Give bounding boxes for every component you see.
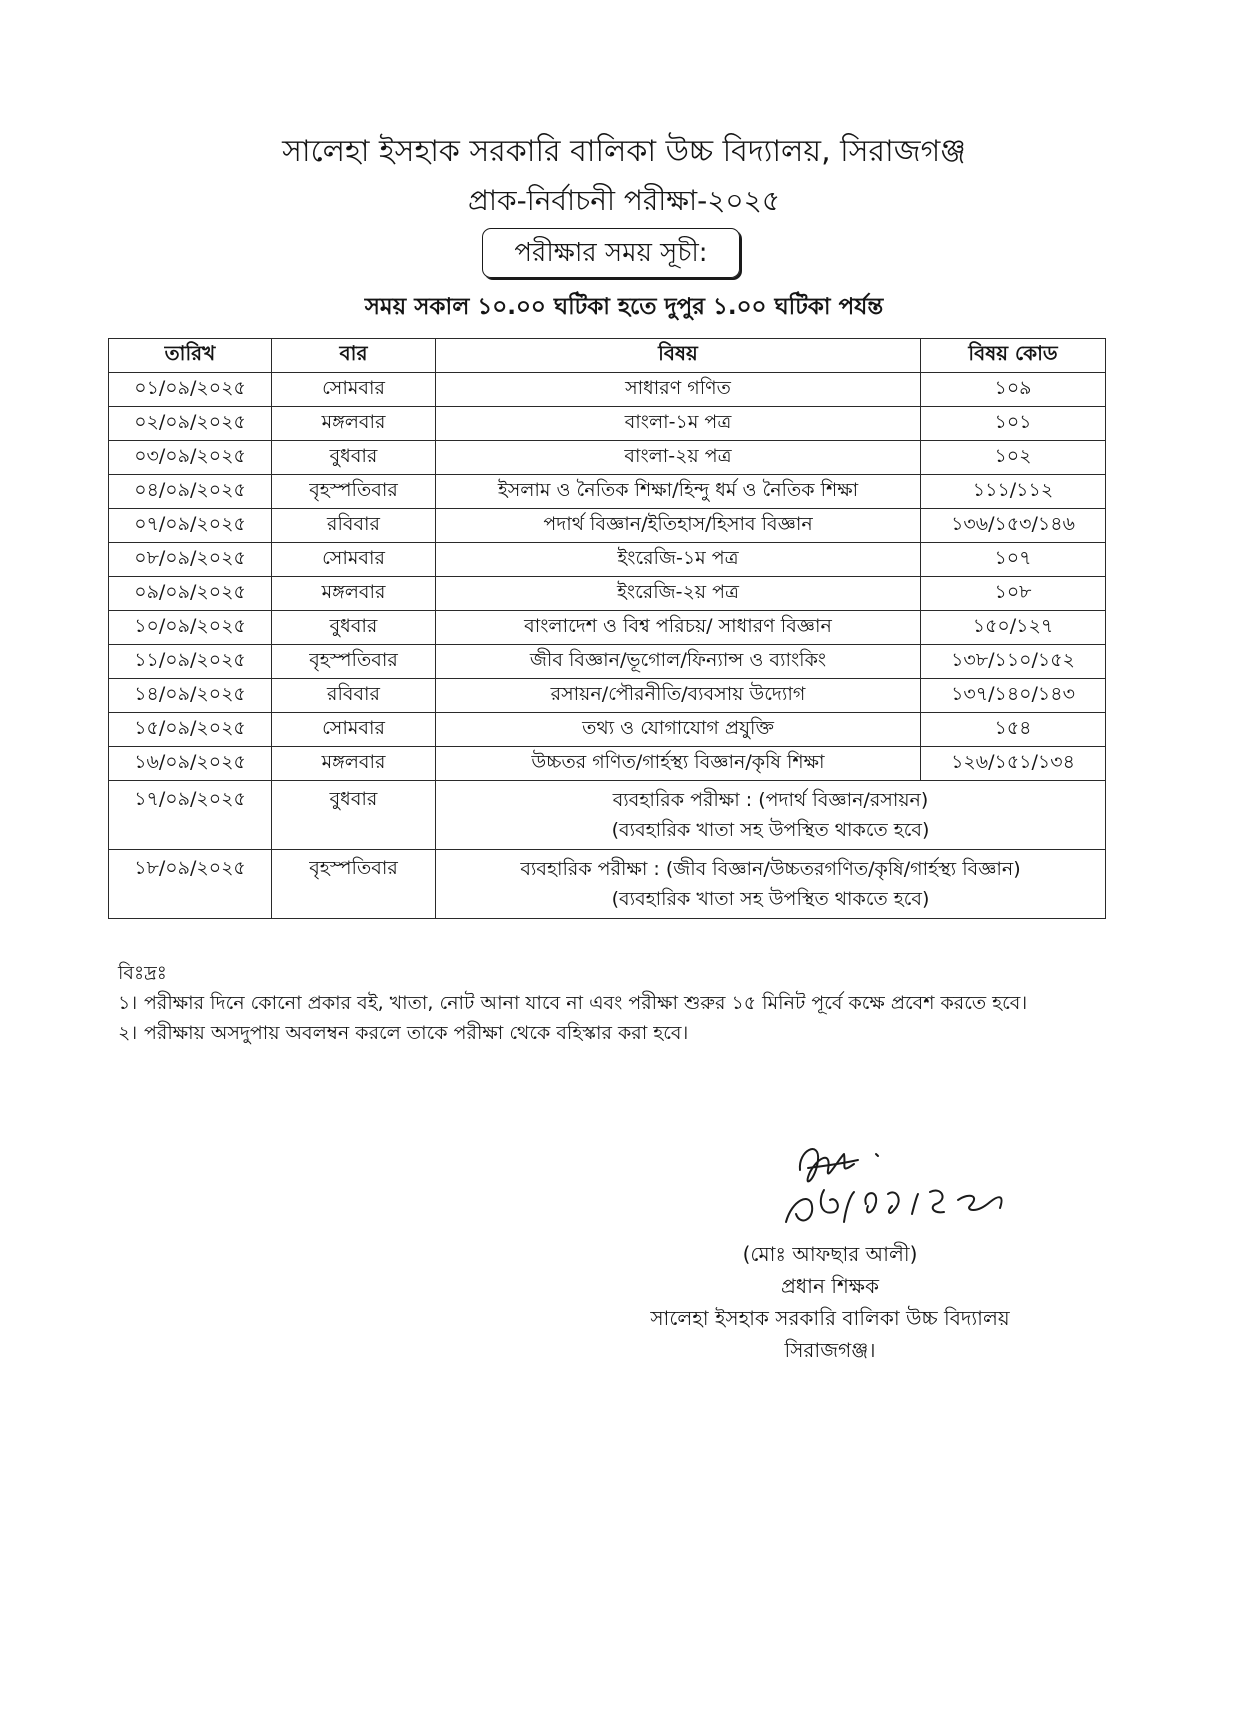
cell-subject-code: ১৩৮/১১০/১৫২ bbox=[921, 645, 1106, 679]
table-row bbox=[109, 611, 1106, 645]
table-row bbox=[109, 577, 1106, 611]
cell-date: ০৯/০৯/২০২৫ bbox=[109, 577, 272, 611]
cell-date: ১৪/০৯/২০২৫ bbox=[109, 679, 272, 713]
cell-subject: পদার্থ বিজ্ঞান/ইতিহাস/হিসাব বিজ্ঞান bbox=[436, 509, 921, 543]
signatory-place: সিরাজগঞ্জ। bbox=[784, 1338, 876, 1362]
table-row bbox=[109, 509, 1106, 543]
cell-day: রবিবার bbox=[272, 679, 436, 713]
cell-subject: ইংরেজি-২য় পত্র bbox=[436, 577, 921, 611]
header-date: তারিখ bbox=[109, 339, 272, 373]
cell-date: ০৩/০৯/২০২৫ bbox=[109, 441, 272, 475]
note-item bbox=[118, 988, 1098, 1018]
cell-date: ০৮/০৯/২০২৫ bbox=[109, 543, 272, 577]
cell-date: ০৭/০৯/২০২৫ bbox=[109, 509, 272, 543]
cell-subject-code: ১৩৬/১৫৩/১৪৬ bbox=[921, 509, 1106, 543]
cell-date: ১৭/০৯/২০২৫ bbox=[109, 781, 272, 850]
table-row bbox=[109, 645, 1106, 679]
cell-practical-subject bbox=[436, 850, 1106, 919]
table-row bbox=[109, 407, 1106, 441]
cell-day: মঙ্গলবার bbox=[272, 747, 436, 781]
cell-subject: বাংলাদেশ ও বিশ্ব পরিচয়/ সাধারণ বিজ্ঞান bbox=[436, 611, 921, 645]
exam-schedule-table bbox=[108, 338, 1106, 919]
cell-subject-code: ১৫০/১২৭ bbox=[921, 611, 1106, 645]
cell-subject-code: ১২৬/১৫১/১৩৪ bbox=[921, 747, 1106, 781]
cell-date: ১৬/০৯/২০২৫ bbox=[109, 747, 272, 781]
table-row bbox=[109, 747, 1106, 781]
note-number: ২। bbox=[118, 1022, 138, 1044]
cell-day: রবিবার bbox=[272, 509, 436, 543]
signatory-block bbox=[600, 1238, 1060, 1366]
cell-date: ১৫/০৯/২০২৫ bbox=[109, 713, 272, 747]
table-row bbox=[109, 713, 1106, 747]
cell-subject: ইসলাম ও নৈতিক শিক্ষা/হিন্দু ধর্ম ও নৈতিক শিক্ষা bbox=[436, 475, 921, 509]
practical-subject-line: ব্যবহারিক পরীক্ষা : (জীব বিজ্ঞান/উচ্চতরগণিত/কৃষি/গার্হস্থ্য বিজ্ঞান) bbox=[520, 858, 1021, 880]
table-row bbox=[109, 543, 1106, 577]
cell-day: সোমবার bbox=[272, 713, 436, 747]
header-day: বার bbox=[272, 339, 436, 373]
practical-row bbox=[109, 850, 1106, 919]
signatory-school: সালেহা ইসহাক সরকারি বালিকা উচ্চ বিদ্যালয় bbox=[650, 1306, 1010, 1330]
exam-time: সময় সকাল ১০.০০ ঘটিকা হতে দুপুর ১.০০ ঘটিকা পর্যন্ত bbox=[364, 294, 884, 320]
note-number: ১। bbox=[118, 992, 138, 1014]
cell-subject-code: ১১১/১১২ bbox=[921, 475, 1106, 509]
schedule-title: পরীক্ষার সময় সূচী: bbox=[482, 228, 740, 278]
cell-day: মঙ্গলবার bbox=[272, 407, 436, 441]
cell-day: সোমবার bbox=[272, 543, 436, 577]
table-body bbox=[109, 373, 1106, 919]
note-text: পরীক্ষার দিনে কোনো প্রকার বই, খাতা, নোট আনা যাবে না এবং পরীক্ষা শুরুর ১৫ মিনিট পূর্বে কক্ষে প্রবেশ করতে হবে। bbox=[144, 992, 1028, 1014]
practical-subject-line: ব্যবহারিক পরীক্ষা : (পদার্থ বিজ্ঞান/রসায়ন) bbox=[612, 789, 929, 811]
cell-date: ১০/০৯/২০২৫ bbox=[109, 611, 272, 645]
practical-row bbox=[109, 781, 1106, 850]
header-subject-code: বিষয় কোড bbox=[921, 339, 1106, 373]
cell-day: বৃহস্পতিবার bbox=[272, 475, 436, 509]
cell-subject: সাধারণ গণিত bbox=[436, 373, 921, 407]
cell-subject-code: ১০১ bbox=[921, 407, 1106, 441]
cell-subject-code: ১০৯ bbox=[921, 373, 1106, 407]
table-header-row bbox=[109, 339, 1106, 373]
header-subject: বিষয় bbox=[436, 339, 921, 373]
cell-day: বৃহস্পতিবার bbox=[272, 645, 436, 679]
cell-subject: তথ্য ও যোগাযোগ প্রযুক্তি bbox=[436, 713, 921, 747]
cell-practical-subject bbox=[436, 781, 1106, 850]
cell-day: বুধবার bbox=[272, 781, 436, 850]
signatory-name: (মোঃ আফছার আলী) bbox=[742, 1242, 918, 1266]
notes-section bbox=[118, 958, 1098, 1048]
exam-title: প্রাক-নির্বাচনী পরীক্ষা-২০২৫ bbox=[468, 184, 780, 217]
cell-subject: বাংলা-১ম পত্র bbox=[436, 407, 921, 441]
practical-instruction-line: (ব্যবহারিক খাতা সহ উপস্থিত থাকতে হবে) bbox=[611, 888, 930, 910]
cell-date: ১৮/০৯/২০২৫ bbox=[109, 850, 272, 919]
cell-date: ০১/০৯/২০২৫ bbox=[109, 373, 272, 407]
cell-day: মঙ্গলবার bbox=[272, 577, 436, 611]
cell-subject-code: ১৫৪ bbox=[921, 713, 1106, 747]
cell-subject: বাংলা-২য় পত্র bbox=[436, 441, 921, 475]
cell-day: বুধবার bbox=[272, 611, 436, 645]
cell-day: সোমবার bbox=[272, 373, 436, 407]
cell-subject-code: ১৩৭/১৪০/১৪৩ bbox=[921, 679, 1106, 713]
notes-heading: বিঃদ্রঃ bbox=[118, 962, 167, 984]
note-text: পরীক্ষায় অসদুপায় অবলম্বন করলে তাকে পরীক্ষা থেকে বহিস্কার করা হবে। bbox=[144, 1022, 689, 1044]
cell-date: ০৪/০৯/২০২৫ bbox=[109, 475, 272, 509]
signatory-title: প্রধান শিক্ষক bbox=[781, 1274, 879, 1298]
cell-subject-code: ১০৮ bbox=[921, 577, 1106, 611]
school-title: সালেহা ইসহাক সরকারি বালিকা উচ্চ বিদ্যালয়, সিরাজগঞ্জ bbox=[282, 134, 966, 169]
table-row bbox=[109, 475, 1106, 509]
cell-subject: জীব বিজ্ঞান/ভূগোল/ফিন্যান্স ও ব্যাংকিং bbox=[436, 645, 921, 679]
practical-instruction-line: (ব্যবহারিক খাতা সহ উপস্থিত থাকতে হবে) bbox=[611, 819, 930, 841]
table-row bbox=[109, 441, 1106, 475]
cell-subject-code: ১০২ bbox=[921, 441, 1106, 475]
handwritten-signature bbox=[780, 1130, 1020, 1240]
cell-day: বৃহস্পতিবার bbox=[272, 850, 436, 919]
cell-subject-code: ১০৭ bbox=[921, 543, 1106, 577]
table-row bbox=[109, 679, 1106, 713]
cell-subject: ইংরেজি-১ম পত্র bbox=[436, 543, 921, 577]
cell-day: বুধবার bbox=[272, 441, 436, 475]
note-item bbox=[118, 1018, 1098, 1048]
cell-date: ১১/০৯/২০২৫ bbox=[109, 645, 272, 679]
table-row bbox=[109, 373, 1106, 407]
cell-subject: উচ্চতর গণিত/গার্হস্থ্য বিজ্ঞান/কৃষি শিক্ষা bbox=[436, 747, 921, 781]
cell-date: ০২/০৯/২০২৫ bbox=[109, 407, 272, 441]
cell-subject: রসায়ন/পৌরনীতি/ব্যবসায় উদ্যোগ bbox=[436, 679, 921, 713]
